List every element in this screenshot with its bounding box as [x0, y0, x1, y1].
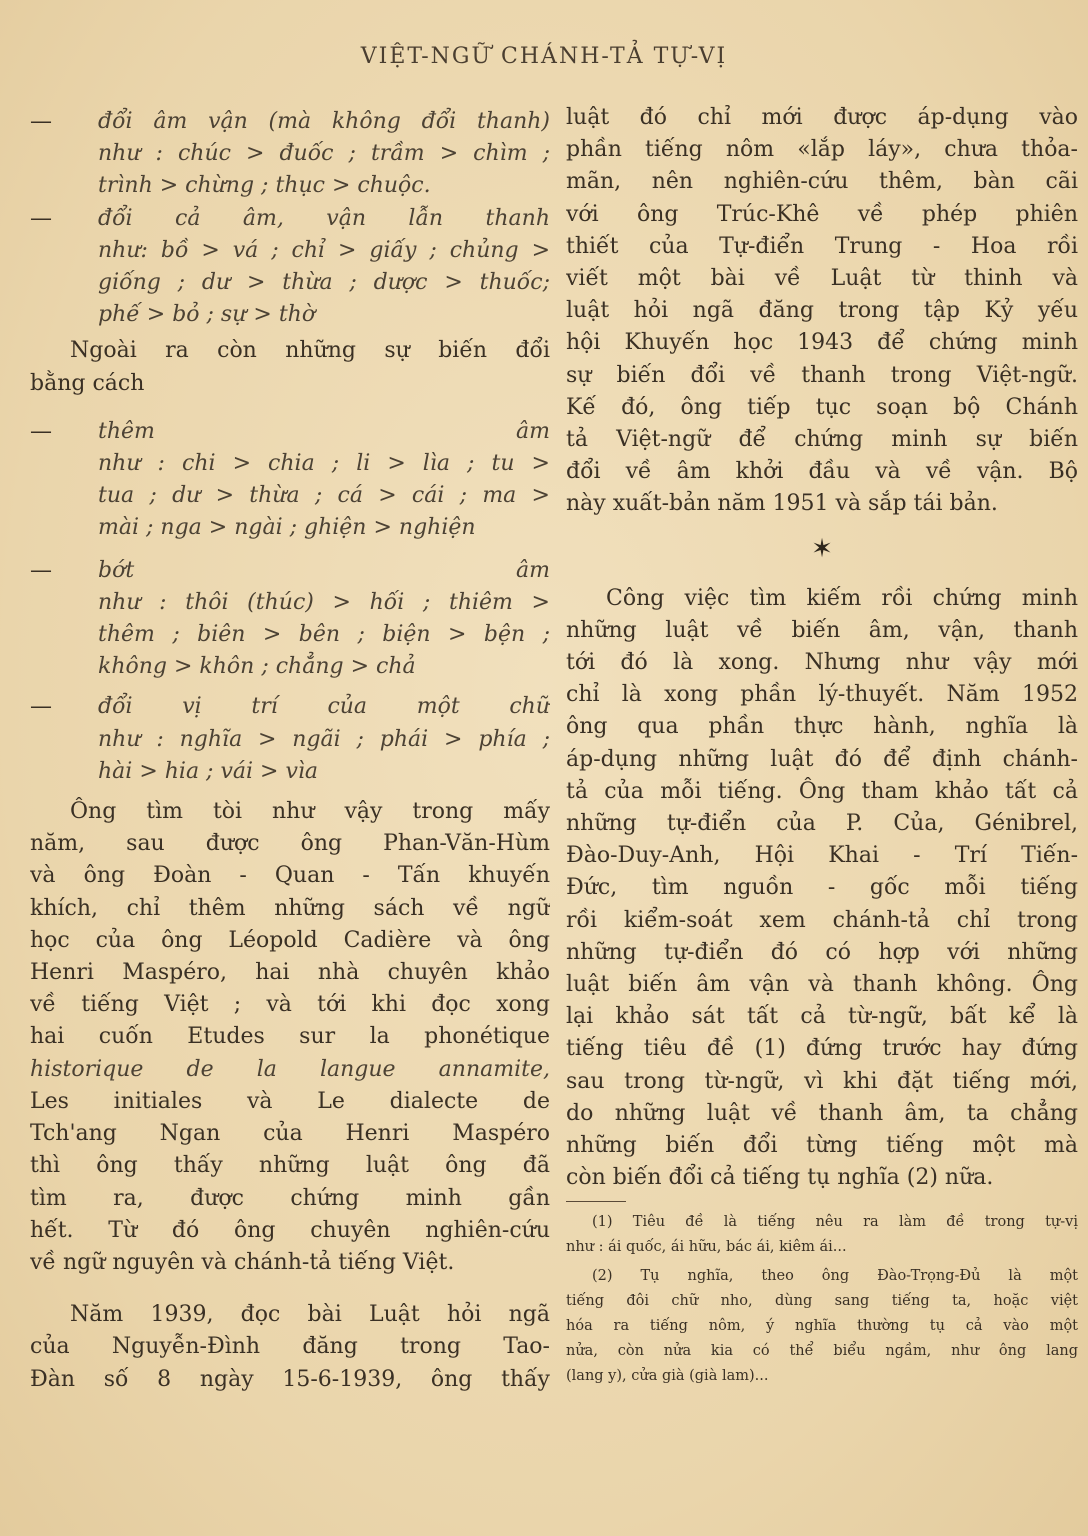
change-list-1 — [30, 106, 550, 331]
list-item-example: như: bồ > vá ; chỉ > giấy ; chủng > — [98, 237, 550, 263]
list-item-example: giống ; dư > thừa ; dược > thuốc; — [98, 270, 550, 296]
list-item: — đổi cả âm, vận lẫn thanh — [30, 205, 550, 231]
footnote-line: tiếng đôi chữ nho, dùng sang tiếng ta, hoặc việt — [566, 1292, 1078, 1309]
list-item: — bớt âm — [30, 557, 550, 583]
list-item: — đổi vị trí của một chữ — [30, 694, 550, 720]
list-item-example: hài > hia ; vái > vìa — [98, 758, 319, 784]
list-item: — đổi âm vận (mà không đổi thanh) — [30, 109, 550, 134]
footnote-line: (lang y), cửa già (già lam)... — [566, 1367, 769, 1384]
footnote-line: như : ái quốc, ái hữu, bác ái, kiêm ái... — [566, 1238, 847, 1255]
list-item-example: thêm ; biên > bên ; biện > bện ; — [98, 622, 550, 648]
list-item-example: trình > chừng ; thục > chuộc. — [98, 173, 431, 199]
left-column — [30, 106, 550, 1396]
list-item-example: mài ; nga > ngài ; ghiện > nghiện — [98, 515, 476, 541]
paragraph: luật đó chỉ mới được áp-dụng vào phần tiếng nôm «lắp láy», chưa thỏa- mãn, nên nghiên-cứu thêm, bàn cãi với ông Trúc-Khê về phép phiên thiết của Tự-điển Trung - Hoa rồi viết một bài về Luật từ thinh và luật hỏi ngã đăng trong tập Kỷ yếu hội Khuyến học 1943 để chứng minh sự biến đổi về thanh trong Việt-ngữ. Kế đó, ông tiếp tục soạn bộ Chánh tả Việt-ngữ để chứng minh sự biến đổi về âm khởi đầu và về vận. Bộ này xuất-bản năm 1951 và sắp tái bản. — [566, 105, 1078, 517]
footnote-line: hóa ra tiếng nôm, ý nghĩa thường tụ cả vào một — [566, 1317, 1078, 1334]
list-item-example: như : chi > chia ; li > lìa ; tu > — [98, 451, 550, 477]
paragraph: Năm 1939, đọc bài Luật hỏi ngã của Nguyễn-Đình đăng trong Tao- Đàn số 8 ngày 15-6-1939, ông thấy — [30, 1302, 550, 1392]
paragraph: Ngoài ra còn những sự biến đổi bằng cách — [30, 338, 550, 396]
list-item: — thêm âm — [30, 418, 550, 444]
list-item-example: như : nghĩa > ngãi ; phái > phía ; — [98, 726, 550, 752]
list-item-example: như : chúc > đuốc ; trầm > chìm ; — [98, 141, 550, 167]
paragraph: Công việc tìm kiếm rồi chứng minh những luật về biến âm, vận, thanh tới đó là xong. Nhưng như vậy mới chỉ là xong phần lý-thuyết. Năm 1952 ông qua phần thực hành, nghĩa là áp-dụng những luật đó để định chánh- tả của mỗi tiếng. Ông tham khảo tất cả những tự-điển của P. Của, Génibrel, Đào-Duy-Anh, Hội Khai - Trí Tiến- Đức, tìm nguồn - gốc mỗi tiếng rồi kiểm-soát xem chánh-tả chỉ trong những tự-điển đó có hợp với những luật biến âm vận và thanh không. Ông lại khảo sát tất cả từ-ngữ, bất kể là tiếng tiêu đề (1) đứng trước hay đứng sau trong từ-ngữ, vì khi đặt tiếng mới, do những luật về thanh âm, ta chẳng những biến đổi từng tiếng một mà còn biến đổi cả tiếng tụ nghĩa (2) nữa. — [566, 585, 1078, 1191]
footnotes — [566, 1210, 1078, 1389]
section-ornament: ✶ — [811, 533, 833, 564]
list-item-example: phế > bỏ ; sự > thờ — [98, 302, 316, 328]
change-list-2 — [30, 416, 550, 788]
footnote: (1) Tiêu đề là tiếng nêu ra làm đề trong tự-vị — [592, 1213, 1078, 1230]
right-column — [566, 102, 1078, 1389]
footnote: (2) Tụ nghĩa, theo ông Đào-Trọng-Đủ là một — [592, 1267, 1078, 1284]
footnote-line: nửa, còn nửa kia có thể biểu ngầm, như ông lang — [566, 1342, 1078, 1359]
list-item-example: như : thôi (thúc) > hối ; thiêm > — [98, 589, 550, 615]
paragraph: Ông tìm tòi như vậy trong mấy năm, sau được ông Phan-Văn-Hùm và ông Đoàn - Quan - Tấn khuyến khích, chỉ thêm những sách về ngữ học của ông Léopold Cadière và ông Henri Maspéro, hai nhà chuyên khảo về tiếng Việt ; và tới khi đọc xong hai cuốn Etudes sur la phonétique historique de la langue annamite, Les initiales và Le dialecte de Tch'ang Ngan của Henri Maspéro thì ông thấy những luật ông đã tìm ra, được chứng minh gần hết. Từ đó ông chuyên nghiên-cứu về ngữ nguyên và chánh-tả tiếng Việt. — [30, 799, 550, 1275]
footnote-divider — [566, 1201, 626, 1202]
running-header: VIỆT-NGỮ CHÁNH-TẢ TỰ-VỊ — [360, 44, 728, 69]
list-item-example: tua ; dư > thừa ; cá > cái ; ma > — [98, 483, 550, 509]
list-item-example: không > khôn ; chẳng > chả — [98, 654, 416, 680]
